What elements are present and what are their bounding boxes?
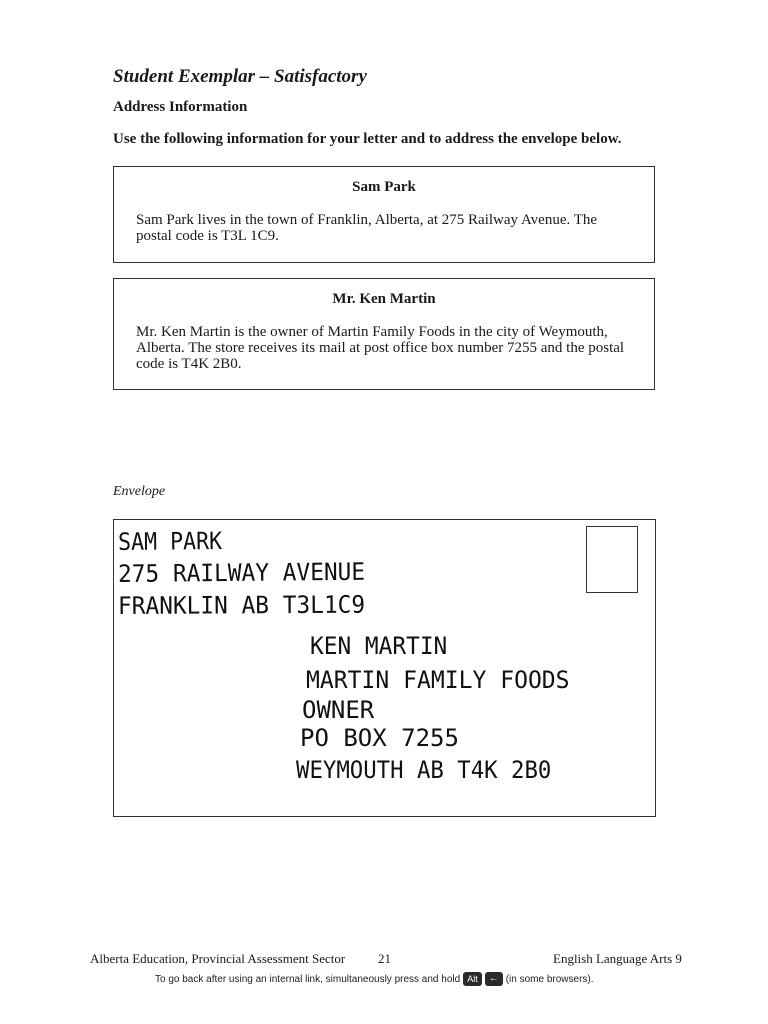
return-address-line: 275 RAILWAY AVENUE (117, 557, 366, 588)
navigation-hint (155, 972, 594, 986)
nav-hint-text: To go back after using an internal link, simultaneously press and hold (155, 973, 461, 985)
footer-publisher: Alberta Education, Provincial Assessment Sector (90, 951, 346, 966)
recipient-description: Mr. Ken Martin is the owner of Martin Family Foods in the city of Weymouth, Alberta. The store receives its mail at post office box number 7255 and the postal code is T4K 2B0. (136, 324, 625, 372)
sender-info-box (113, 166, 655, 263)
recipient-address-line: MARTIN FAMILY FOODS (306, 666, 570, 694)
recipient-address-line: OWNER (302, 696, 375, 724)
recipient-address-line: PO BOX 7255 (300, 724, 459, 752)
sender-description: Sam Park lives in the town of Franklin, Alberta, at 275 Railway Avenue. The postal code is T3L 1C9. (136, 212, 598, 244)
left-arrow-icon: ← (485, 972, 503, 986)
recipient-heading: Mr. Ken Martin (332, 291, 436, 307)
section-heading: Address Information (113, 99, 248, 115)
stamp-box (586, 526, 638, 593)
recipient-address-line: KEN MARTIN (310, 632, 448, 660)
recipient-info-box (113, 278, 655, 390)
return-address-line: SAM PARK (117, 526, 223, 556)
footer-course: English Language Arts 9 (553, 951, 682, 966)
alt-key-icon: Alt (463, 972, 482, 986)
envelope (113, 519, 656, 817)
page-title: Student Exemplar – Satisfactory (113, 66, 367, 87)
page-number: 21 (378, 951, 391, 966)
sender-heading: Sam Park (352, 179, 416, 195)
recipient-address-line: WEYMOUTH AB T4K 2B0 (296, 756, 552, 784)
instructions-text: Use the following information for your letter and to address the envelope below. (113, 131, 622, 147)
envelope-label: Envelope (113, 484, 166, 499)
return-address-line: FRANKLIN AB T3L1C9 (117, 590, 366, 620)
nav-hint-suffix: (in some browsers). (505, 973, 594, 985)
